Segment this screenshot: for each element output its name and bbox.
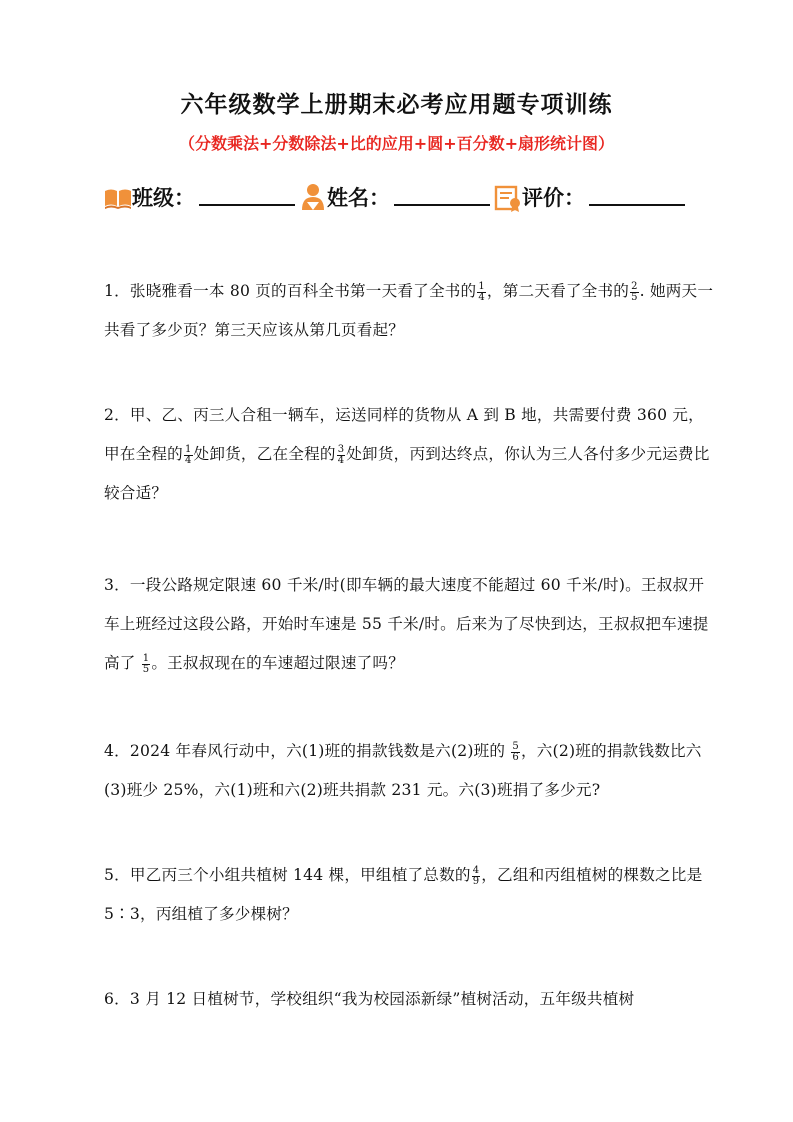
question-2	[104, 396, 716, 513]
person-icon	[299, 182, 327, 212]
score-label: 评价：	[522, 186, 585, 210]
book-icon	[104, 182, 132, 212]
q3-fraction-1: $\frac{1}{5}$	[142, 652, 150, 675]
page-title: 六年级数学上册期末必考应用题专项训练	[180, 92, 613, 118]
name-blank[interactable]	[394, 203, 490, 206]
student-info-row	[104, 176, 704, 212]
q5-text-2: ，乙组和丙组植树的棵数之比是 5∶3，丙组植了多少棵树？	[104, 866, 703, 923]
q2-fraction-2: $\frac{3}{4}$	[337, 443, 345, 466]
question-3	[104, 566, 716, 683]
class-label: 班级：	[132, 186, 195, 210]
class-blank[interactable]	[199, 203, 295, 206]
q3-text-2: 。王叔叔现在的车速超过限速了吗？	[151, 654, 405, 672]
question-4	[104, 732, 716, 810]
score-field	[494, 182, 685, 212]
q2-fraction-1: $\frac{1}{4}$	[184, 443, 192, 466]
q3-text-1: 3．一段公路规定限速 60 千米/时(即车辆的最大速度不能超过 60 千米/时)。王叔叔开车上班经过这段公路，开始时车速是 55 千米/时。后来为了尽快到达，王叔叔把车速提高了	[104, 576, 709, 672]
q1-fraction-2: $\frac{2}{5}$	[631, 280, 638, 303]
q1-text-3: . 她两天一共看了多少页？第三天应该从第几页看起？	[104, 282, 714, 339]
q1-fraction-1: $\frac{1}{4}$	[478, 280, 485, 303]
q2-text-2: 处卸货，乙在全程的	[193, 445, 336, 463]
question-6	[104, 980, 716, 1019]
score-blank[interactable]	[589, 203, 685, 206]
q6-text-1: 6．3 月 12 日植树节，学校组织“我为校园添新绿”植树活动，五年级共植树	[104, 990, 635, 1008]
q1-text-1: 1．张晓雅看一本 80 页的百科全书第一天看了全书的	[104, 282, 477, 300]
class-field	[104, 182, 295, 212]
question-5	[104, 856, 716, 934]
q1-text-2: ，第二天看了全书的	[486, 282, 630, 300]
q4-text-1: 4．2024 年春风行动中，六(1)班的捐款钱数是六(2)班的	[104, 742, 511, 760]
q4-text-2: ，六(2)班的捐款钱数比六(3)班少 25%，六(1)班和六(2)班共捐款 231 元。六(3)班捐了多少元?	[104, 742, 702, 799]
name-label: 姓名：	[327, 186, 390, 210]
question-1	[104, 272, 716, 350]
q4-fraction-1: $\frac{5}{6}$	[512, 740, 519, 763]
name-field	[299, 182, 490, 212]
q2-text-1: 2．甲、乙、丙三人合租一辆车，运送同样的货物从 A 到 B 地，共需要付费 360 元，甲在全程的	[104, 406, 704, 463]
page-subtitle: （分数乘法+分数除法+比的应用+圆+百分数+扇形统计图）	[178, 134, 615, 153]
q5-text-1: 5．甲乙丙三个小组共植树 144 棵，甲组植了总数的	[104, 866, 471, 884]
certificate-icon	[494, 182, 522, 212]
q2-text-3: 处卸货，丙到达终点，你认为三人各付多少元运费比较合适？	[104, 445, 710, 502]
q5-fraction-1: $\frac{4}{9}$	[472, 864, 480, 887]
